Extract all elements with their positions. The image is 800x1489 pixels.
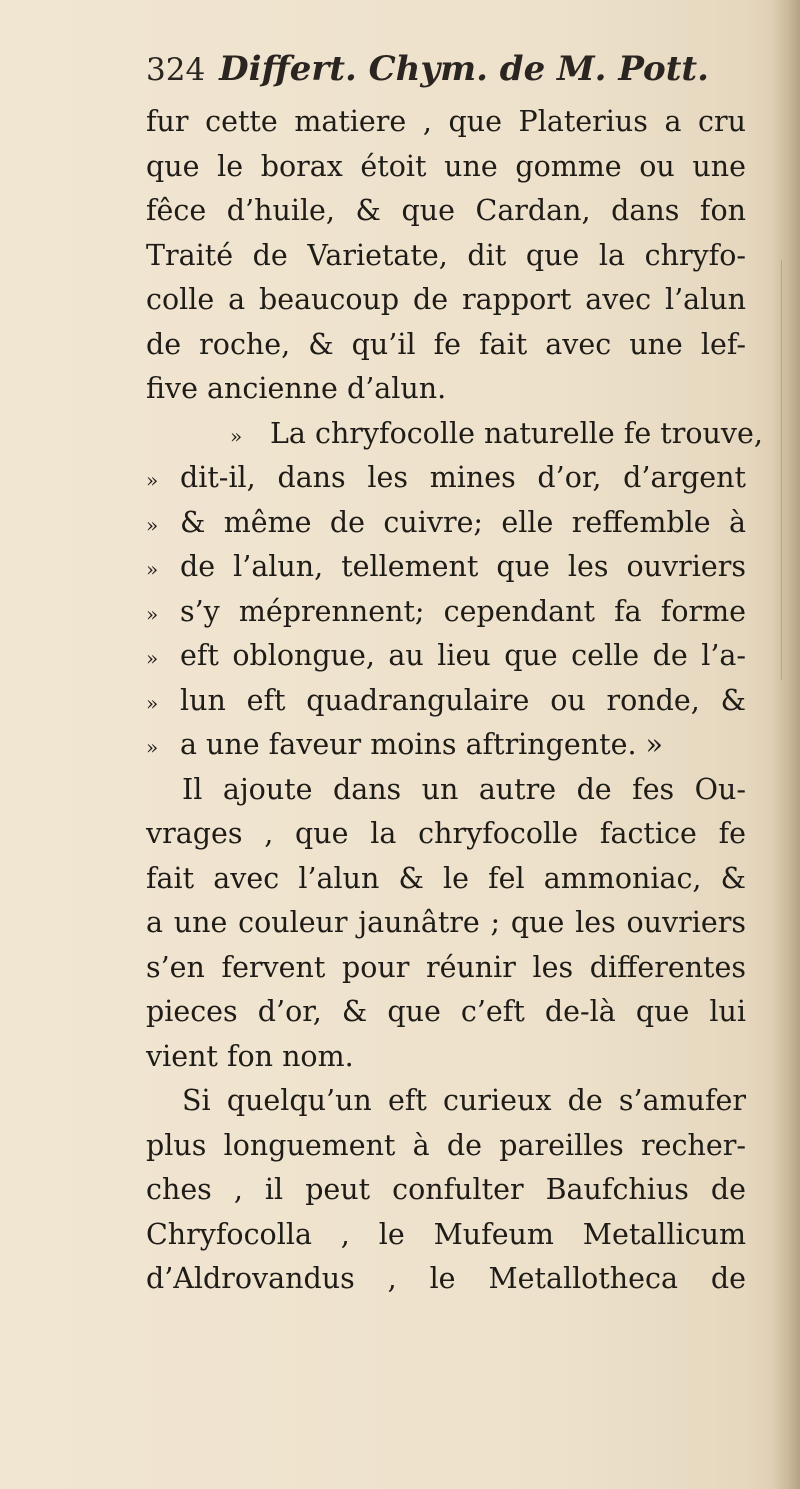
text-line: de roche, & qu’il fe fait avec une lef-: [146, 327, 746, 361]
quote-mark: »: [146, 646, 159, 670]
page-number: 324: [146, 52, 206, 88]
text-line: five ancienne d’alun.: [146, 372, 447, 405]
running-title: Differt. Chym. de M. Pott.: [219, 49, 709, 89]
quote-mark: »: [146, 468, 159, 492]
quoted-line: » de l’alun, tellement que les ouvriers: [146, 545, 746, 590]
text-line: colle a beaucoup de rapport avec l’alun: [146, 283, 746, 316]
text-line: vient fon nom.: [146, 1039, 354, 1073]
text-line: d’Aldrovandus , le Metallotheca de: [146, 1262, 746, 1295]
quoted-line: » La chryfocolle naturelle fe trouve,: [146, 412, 746, 457]
text-line: Chryfocolla , le Mufeum Metallicum: [146, 1217, 746, 1251]
text-line: s’en fervent pour réunir les differentes: [146, 950, 746, 984]
quoted-line: » lun eft quadrangulaire ou ronde, &: [146, 679, 746, 724]
page-header: [146, 42, 746, 92]
quoted-line: » a une faveur moins aftringente. »: [146, 723, 746, 768]
text-line: que le borax étoit une gomme ou une: [146, 149, 746, 183]
quote-mark: »: [146, 601, 159, 626]
text-line: Il ajoute dans un autre de fes Ou-: [182, 772, 746, 806]
quoted-line: » s’y méprennent; cependant fa forme: [146, 590, 746, 635]
page-edge-line: [781, 260, 782, 680]
text-line: fur cette matiere , que Platerius a cru: [146, 105, 746, 138]
text-line: fait avec l’alun & le fel ammoniac, &: [146, 861, 746, 895]
text-line: Si quelqu’un eft curieux de s’amufer: [182, 1084, 746, 1117]
quote-mark: »: [230, 423, 243, 448]
text-line: ches , il peut confulter Baufchius de: [146, 1173, 746, 1206]
quoted-line: » dit-il, dans les mines d’or, d’argent: [146, 456, 746, 501]
text-line: vrages , que la chryfocolle factice fe: [146, 817, 746, 850]
quote-mark: »: [146, 512, 159, 537]
quote-mark: »: [146, 557, 159, 581]
text-line: fêce d’huile, & que Cardan, dans fon: [146, 194, 746, 227]
quote-mark: »: [146, 735, 159, 759]
text-line: pieces d’or, & que c’eft de-là que lui: [146, 995, 746, 1028]
text-line: a une couleur jaunâtre ; que les ouvriers: [146, 906, 746, 939]
quote-mark: »: [146, 690, 159, 715]
page-edge-shadow: [772, 0, 800, 1489]
quoted-line: » & même de cuivre; elle reffemble à: [146, 501, 746, 546]
body-text: [146, 100, 763, 1302]
quoted-line: » eft oblongue, au lieu que celle de l’a-: [146, 634, 746, 679]
text-line: Traité de Varietate, dit que la chryfo-: [146, 238, 746, 272]
text-line: plus longuement à de pareilles recher-: [146, 1128, 746, 1162]
